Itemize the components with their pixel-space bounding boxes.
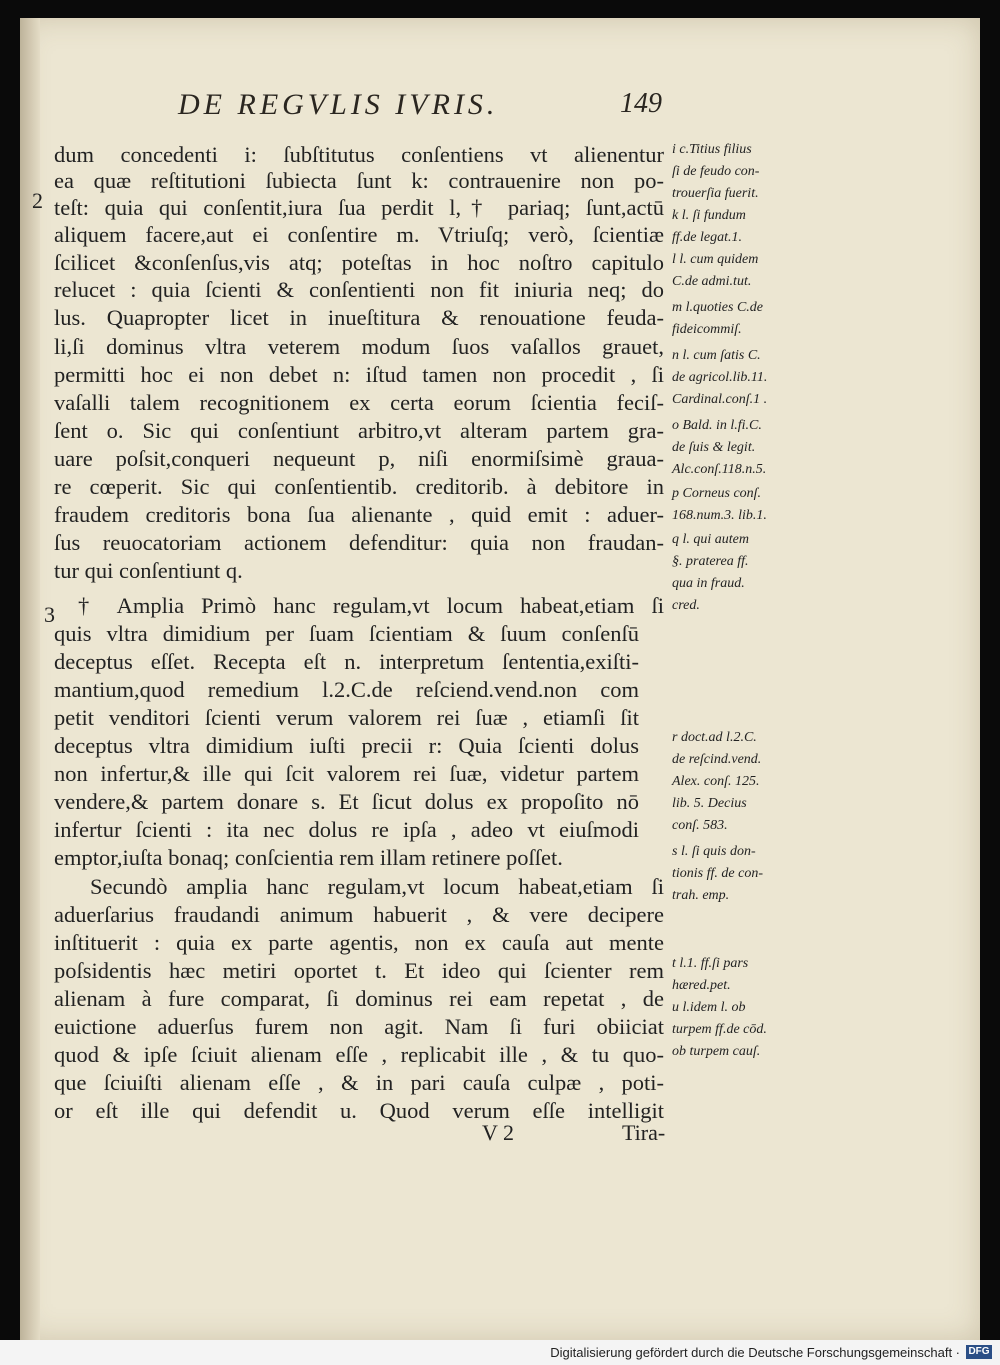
page-number: 149: [620, 88, 662, 119]
text-line: que ſciuiſti alienam eſſe , & in pari cauſa culpæ , poti-: [54, 1070, 664, 1095]
marginal-note-line: i c.Titius filius: [672, 142, 752, 157]
text-line: quis vltra dimidium per ſuam ſcientiam & ſuum conſenſū: [54, 621, 639, 646]
marginal-note-line: q l. qui autem: [672, 532, 749, 547]
text-line: or eſt ille qui defendit u. Quod verum eſſe intelligit: [54, 1098, 664, 1123]
running-header: DE REGVLIS IVRIS.: [178, 88, 499, 121]
text-line: infertur ſcienti : ita nec dolus re ipſa , adeo vt eiuſmodi: [54, 817, 639, 842]
marginal-note-line: C.de admi.tut.: [672, 274, 752, 289]
marginal-note-line: turpem ff.de cōd.: [672, 1022, 767, 1037]
text-line: li,ſi dominus vltra veterem modum ſuos vaſallos grauet,: [54, 334, 664, 359]
text-line: vendere,& partem donare s. Et ſicut dolus ex propoſito nō: [54, 789, 639, 814]
marginal-note-line: r doct.ad l.2.C.: [672, 730, 757, 745]
text-line: permitti hoc ei non debet n: iſtud tamen non procedit , ſi: [54, 362, 664, 387]
text-line: ea quæ reſtitutioni ſubiecta ſunt k: contrauenire non po-: [54, 168, 664, 193]
text-line: quod & ipſe ſciuit alienam eſſe , replicabit ille , & tu quo-: [54, 1042, 664, 1067]
margin-number: 3: [44, 602, 55, 627]
text-line: aduerſarius fraudandi animum habuerit , & vere decipere: [54, 902, 664, 927]
text-line: uare poſsit,conqueri nequeunt p, niſi enormiſsimè graua-: [54, 446, 664, 471]
catchword: Tira-: [622, 1120, 666, 1145]
text-line: relucet : quia ſcienti & conſentienti non fit iniuria neq; do: [54, 277, 664, 302]
marginal-note-line: tionis ff. de con-: [672, 866, 763, 881]
marginal-note-line: lib. 5. Decius: [672, 796, 747, 811]
marginal-note-line: de reſcind.vend.: [672, 752, 762, 767]
marginal-note-line: t l.1. ff.ſi pars: [672, 956, 749, 971]
marginal-note-line: qua in fraud.: [672, 576, 745, 591]
marginal-note-line: ob turpem cauſ.: [672, 1044, 761, 1059]
marginal-note-line: §. praterea ff.: [672, 554, 749, 569]
text-line: Secundò amplia hanc regulam,vt locum habeat,etiam ſi: [90, 874, 664, 899]
marginal-note-line: s l. ſi quis don-: [672, 844, 756, 859]
marginal-note-line: cred.: [672, 598, 700, 613]
marginal-note-line: hæred.pet.: [672, 978, 731, 993]
marginal-note-line: conſ. 583.: [672, 818, 728, 833]
text-line: ſus reuocatoriam actionem defenditur: quia non fraudan-: [54, 530, 664, 555]
text-line: alienam à fure comparat, ſi dominus rei eam repetat , de: [54, 986, 664, 1011]
marginal-note-line: ſi de feudo con-: [672, 164, 760, 179]
page-spine: [20, 18, 40, 1340]
marginal-note-line: Alex. conſ. 125.: [672, 774, 760, 789]
marginal-note-line: l l. cum quidem: [672, 252, 759, 267]
marginal-note-line: de agricol.lib.11.: [672, 370, 768, 385]
marginal-note-line: p Corneus conſ.: [672, 486, 762, 501]
margin-number: 2: [32, 188, 43, 213]
marginal-note-line: trouerſia fuerit.: [672, 186, 759, 201]
text-line: dum concedenti i: ſubſtitutus conſentiens vt alienentur: [54, 142, 664, 167]
text-line: re cœperit. Sic qui conſentientib. creditorib. à debitore in: [54, 474, 664, 499]
text-line: emptor,iuſta bonaq; conſcientia rem illam retinere poſſet.: [54, 845, 563, 870]
text-line: inſtituerit : quia ex parte agentis, non ex cauſa aut mente: [54, 930, 664, 955]
marginal-note-line: m l.quoties C.de: [672, 300, 763, 315]
text-line: vaſalli talem recognitionem ex certa eorum ſcientia feciſ-: [54, 390, 664, 415]
marginal-note-line: ff.de legat.1.: [672, 230, 742, 245]
text-line: non infertur,& ille qui ſcit valorem rei ſuæ, videtur partem: [54, 761, 639, 786]
marginal-note-line: de ſuis & legit.: [672, 440, 756, 455]
text-line: deceptus vltra dimidium iuſti precii r: Quia ſcienti dolus: [54, 733, 639, 758]
text-line: aliquem facere,aut ei conſentire m. Vtriuſq; verò, ſcientiæ: [54, 222, 664, 247]
text-line: euictione aduerſus furem non agit. Nam ſi furi obiiciat: [54, 1014, 664, 1039]
marginal-note-line: k l. ſi fundum: [672, 208, 746, 223]
text-line: † Amplia Primò hanc regulam,vt locum habeat,etiam ſi: [78, 593, 664, 618]
dfg-logo: DFG: [966, 1345, 992, 1359]
footer-bar: [0, 1340, 1000, 1365]
marginal-note-line: u l.idem l. ob: [672, 1000, 746, 1015]
text-line: mantium,quod remedium l.2.C.de reſciend.vend.non com: [54, 677, 639, 702]
marginal-note-line: trah. emp.: [672, 888, 730, 903]
marginal-note-line: 168.num.3. lib.1.: [672, 508, 767, 523]
text-line: fraudem creditoris bona ſua alienante , quid emit : aduer-: [54, 502, 664, 527]
marginal-note-line: Cardinal.conſ.1 .: [672, 392, 768, 407]
text-line: petit venditori ſcienti verum valorem rei ſuæ , etiamſi ſit: [54, 705, 639, 730]
text-line: tur qui conſentiunt q.: [54, 558, 243, 583]
text-line: lus. Quapropter licet in inueſtitura & renouatione feuda-: [54, 305, 664, 330]
footer-credit: Digitalisierung gefördert durch die Deutsche Forschungsgemeinschaft ·: [550, 1345, 960, 1360]
text-line: ſent o. Sic qui conſentiunt arbitro,vt alteram partem gra-: [54, 418, 664, 443]
marginal-note-line: o Bald. in l.fi.C.: [672, 418, 762, 433]
text-line: deceptus eſſet. Recepta eſt n. interpretum ſententia,exiſti-: [54, 649, 639, 674]
text-line: poſsidentis hæc metiri oportet t. Et ideo qui ſcienter rem: [54, 958, 664, 983]
text-line: ſcilicet &conſenſus,vis atq; poteſtas in hoc noſtro capitulo: [54, 250, 664, 275]
marginal-note-line: n l. cum ſatis C.: [672, 348, 761, 363]
marginal-note-line: Alc.conſ.118.n.5.: [672, 462, 767, 477]
signature-mark: V 2: [482, 1120, 514, 1145]
text-line: teſt: quia qui conſentit,iura ſua perdit l,† pariaq; ſunt,actū: [54, 195, 664, 220]
marginal-note-line: fideicommiſ.: [672, 322, 742, 337]
